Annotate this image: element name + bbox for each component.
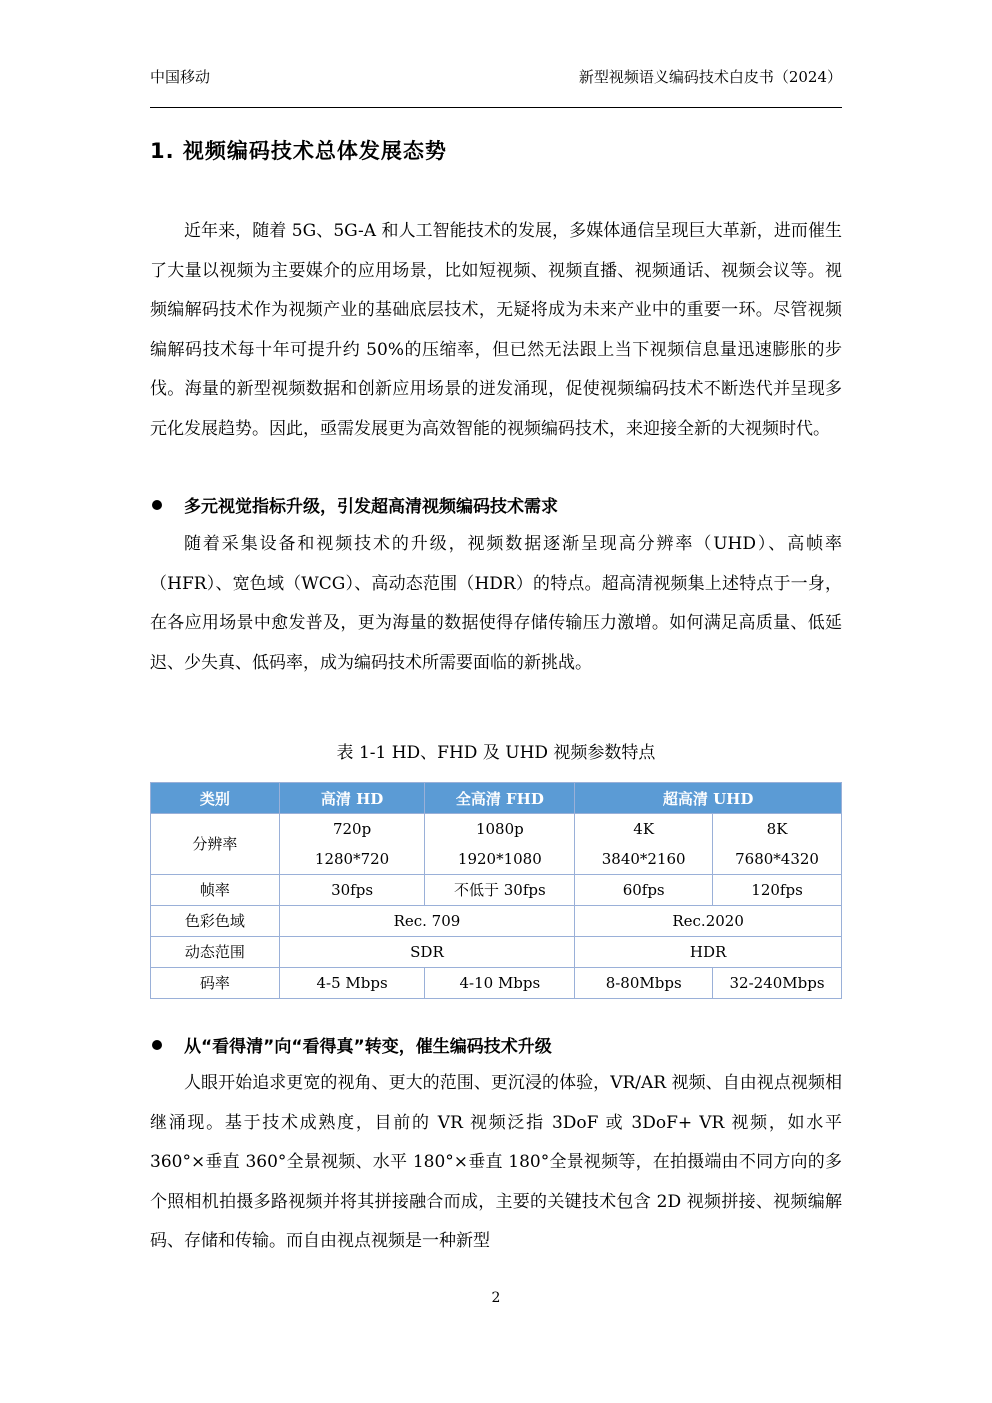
video-params-table <box>150 782 842 999</box>
table-row-gamut <box>151 906 842 937</box>
header-doc-title: 新型视频语义编码技术白皮书（2024） <box>578 68 842 86</box>
row-label-resolution: 分辨率 <box>151 814 280 875</box>
row-label-dynamic-range: 动态范围 <box>151 937 280 968</box>
bullet-heading-1-text: 多元视觉指标升级，引发超高清视频编码技术需求 <box>184 497 558 517</box>
table-row-dynamic-range <box>151 937 842 968</box>
cell-resolution-fhd <box>425 814 575 875</box>
cell-dynamic-uhd: HDR <box>575 937 842 968</box>
cell-bitrate-4k: 8-80Mbps <box>575 968 713 999</box>
cell-framerate-hd: 30fps <box>279 875 425 906</box>
cell-framerate-fhd: 不低于 30fps <box>425 875 575 906</box>
bullet-1-paragraph: 随着采集设备和视频技术的升级，视频数据逐渐呈现高分辨率（UHD）、高帧率（HFR）、宽色域（WCG）、高动态范围（HDR）的特点。超高清视频集上述特点于一身，在各应用场景中愈发普及，更为海量的数据使得存储传输压力激增。如何满足高质量、低延迟、少失真、低码率，成为编码技术所需要面临的新挑战。 <box>150 534 842 673</box>
bullet-heading-2-text: 从“看得清”向“看得真”转变，催生编码技术升级 <box>184 1037 552 1057</box>
section-title: 1. 视频编码技术总体发展态势 <box>150 139 447 163</box>
table-row-bitrate <box>151 968 842 999</box>
cell-bitrate-8k: 32-240Mbps <box>713 968 842 999</box>
page-number: 2 <box>491 1290 501 1306</box>
cell-bitrate-fhd: 4-10 Mbps <box>425 968 575 999</box>
table-row-resolution <box>151 814 842 875</box>
bullet-heading-2 <box>150 1032 842 1057</box>
cell-resolution-8k <box>713 814 842 875</box>
cell-resolution-4k-pixels: 3840*2160 <box>601 850 686 868</box>
intro-paragraph: 近年来，随着 5G、5G-A 和人工智能技术的发展，多媒体通信呈现巨大革新，进而催生了大量以视频为主要媒介的应用场景，比如短视频、视频直播、视频通话、视频会议等。视频编解码技术作为视频产业的基础底层技术，无疑将成为未来产业中的重要一环。尽管视频编解码技术每十年可提升约 50%的压缩率，但已然无法跟上当下视频信息量迅速膨胀的步伐。海量的新型视频数据和创新应用场景的迸发涌现，促使视频编码技术不断迭代并呈现多元化发展趋势。因此，亟需发展更为高效智能的视频编码技术，来迎接全新的大视频时代。 <box>150 221 842 439</box>
page-header <box>150 66 842 92</box>
row-label-bitrate: 码率 <box>151 968 280 999</box>
cell-gamut-hd-fhd: Rec. 709 <box>279 906 575 937</box>
table-caption: 表 1-1 HD、FHD 及 UHD 视频参数特点 <box>336 743 656 763</box>
row-label-gamut: 色彩色域 <box>151 906 280 937</box>
bullet-dot-icon <box>152 500 162 510</box>
cell-framerate-4k: 60fps <box>575 875 713 906</box>
cell-resolution-4k-name: 4K <box>633 820 655 838</box>
header-hd: 高清 HD <box>279 783 425 814</box>
header-divider <box>150 107 842 108</box>
cell-bitrate-hd: 4-5 Mbps <box>279 968 425 999</box>
cell-resolution-8k-pixels: 7680*4320 <box>735 850 819 868</box>
table-header-row <box>151 783 842 814</box>
cell-dynamic-hd-fhd: SDR <box>279 937 575 968</box>
cell-resolution-hd-name: 720p <box>332 820 372 838</box>
bullet-2-paragraph: 人眼开始追求更宽的视角、更大的范围、更沉浸的体验，VR/AR 视频、自由视点视频相继涌现。基于技术成熟度，目前的 VR 视频泛指 3DoF 或 3DoF+ VR 视频，如水平 360°×垂直 360°全景视频、水平 180°×垂直 180°全景视频等，在拍摄端由不同方向的多个照相机拍摄多路视频并将其拼接融合而成，主要的关键技术包含 2D 视频拼接、视频编解码、存储和传输。而自由视点视频是一种新型 <box>150 1073 842 1252</box>
bullet-heading-1 <box>150 492 842 517</box>
header-uhd: 超高清 UHD <box>575 783 842 814</box>
cell-resolution-4k <box>575 814 713 875</box>
cell-framerate-8k: 120fps <box>713 875 842 906</box>
table-row-framerate <box>151 875 842 906</box>
header-category: 类别 <box>151 783 280 814</box>
header-org: 中国移动 <box>150 68 211 86</box>
cell-resolution-fhd-name: 1080p <box>475 820 524 838</box>
cell-resolution-hd <box>279 814 425 875</box>
cell-resolution-fhd-pixels: 1920*1080 <box>457 850 542 868</box>
bullet-dot-icon <box>152 1040 162 1050</box>
header-fhd: 全高清 FHD <box>425 783 575 814</box>
cell-gamut-uhd: Rec.2020 <box>575 906 842 937</box>
cell-resolution-8k-name: 8K <box>766 820 788 838</box>
cell-resolution-hd-pixels: 1280*720 <box>314 850 390 868</box>
row-label-framerate: 帧率 <box>151 875 280 906</box>
